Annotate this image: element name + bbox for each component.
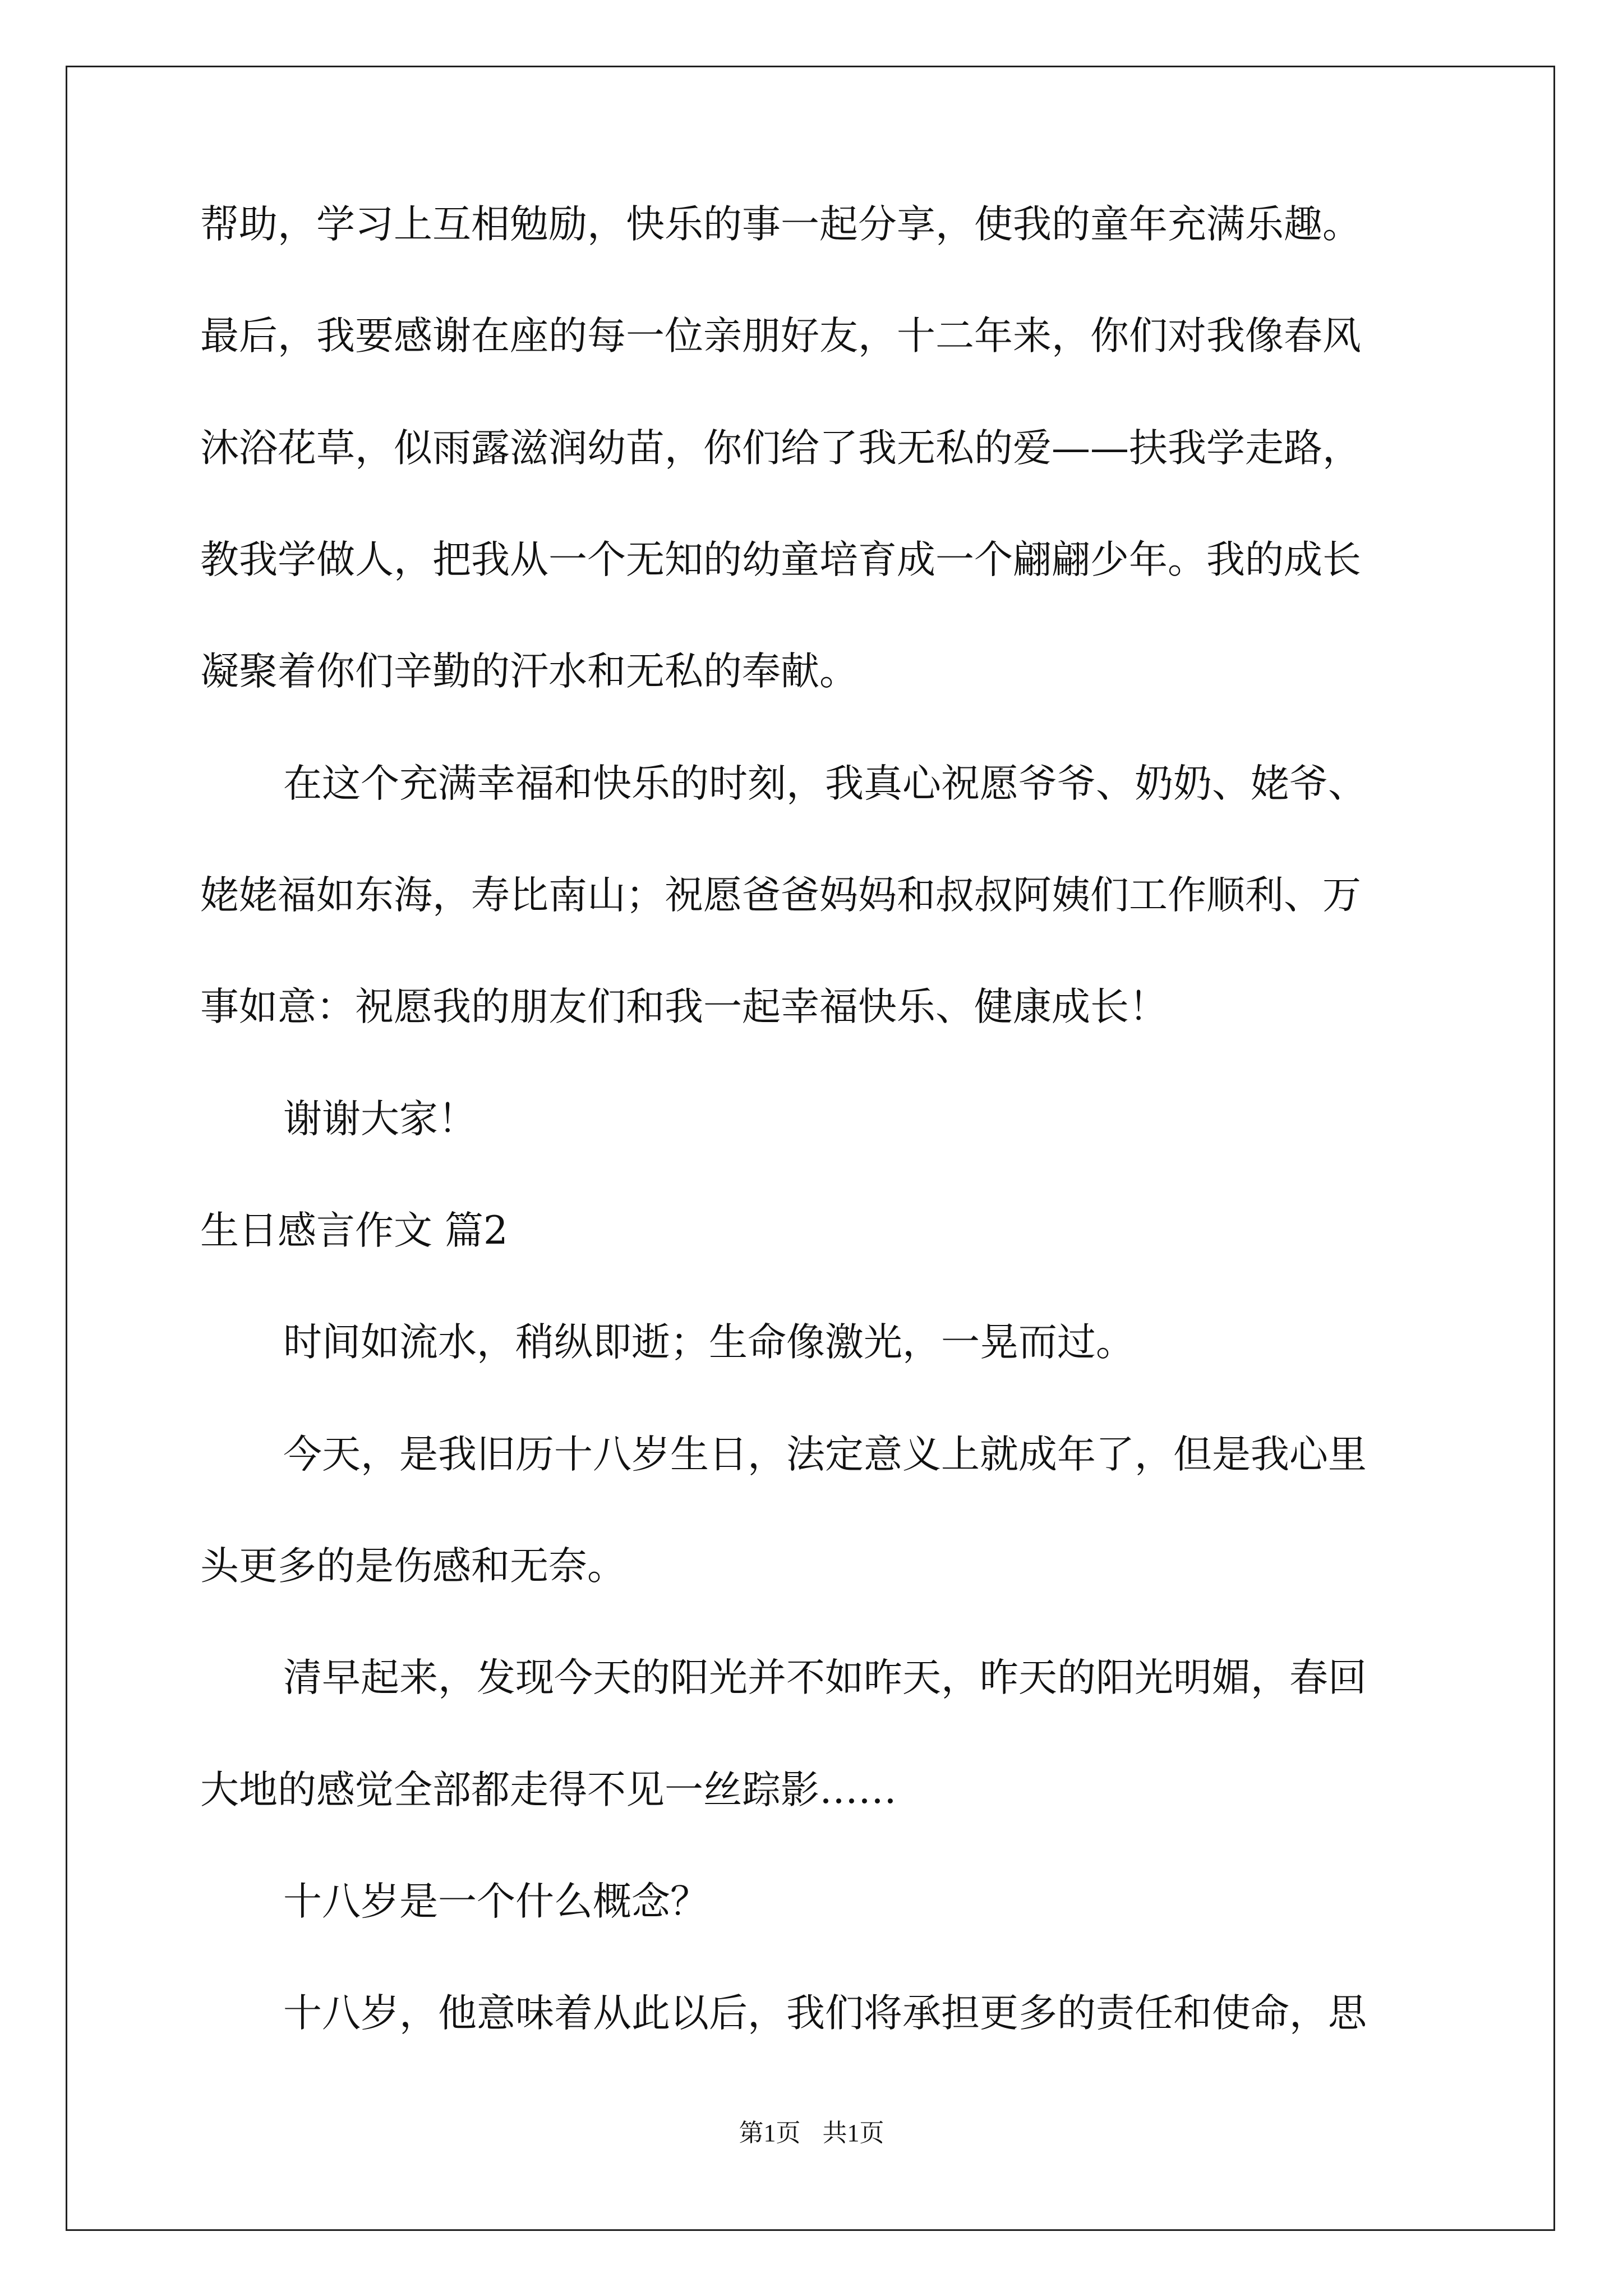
paragraph-line: 谢谢大家！ xyxy=(283,1097,477,1142)
section-heading: 生日感言作文 篇2 xyxy=(200,1208,508,1253)
paragraph-line: 时间如流水，稍纵即逝；生命像激光，一晃而过。 xyxy=(283,1320,1135,1365)
paragraph-line: 头更多的是伤感和无奈。 xyxy=(200,1544,626,1589)
paragraph-line: 今天，是我旧历十八岁生日，法定意义上就成年了，但是我心里 xyxy=(283,1432,1367,1477)
paragraph-line: 十八岁是一个什么概念？ xyxy=(283,1879,709,1924)
paragraph-line: 十八岁，他意味着从此以后，我们将承担更多的责任和使命，思 xyxy=(283,1991,1367,2036)
paragraph-line: 在这个充满幸福和快乐的时刻，我真心祝愿爷爷、奶奶、姥爷、 xyxy=(283,761,1367,806)
paragraph-line: 凝聚着你们辛勤的汗水和无私的奉献。 xyxy=(200,649,858,694)
page-footer xyxy=(0,2119,1623,2148)
paragraph-line: 教我学做人，把我从一个无知的幼童培育成一个翩翩少年。我的成长 xyxy=(200,537,1361,582)
paragraph-line: 沐浴花草，似雨露滋润幼苗，你们给了我无私的爱——扶我学走路， xyxy=(200,426,1361,471)
page-number-total: 共1页 xyxy=(822,2119,884,2147)
paragraph-line: 帮助，学习上互相勉励，快乐的事一起分享，使我的童年充满乐趣。 xyxy=(200,202,1361,247)
paragraph-line: 大地的感觉全部都走得不见一丝踪影…… xyxy=(200,1768,897,1812)
paragraph-line: 姥姥福如东海，寿比南山；祝愿爸爸妈妈和叔叔阿姨们工作顺利、万 xyxy=(200,873,1361,918)
paragraph-line: 最后，我要感谢在座的每一位亲朋好友，十二年来，你们对我像春风 xyxy=(200,314,1361,358)
paragraph-line: 清早起来，发现今天的阳光并不如昨天，昨天的阳光明媚，春回 xyxy=(283,1655,1367,1700)
paragraph-line: 事如意：祝愿我的朋友们和我一起幸福快乐、健康成长！ xyxy=(200,984,1168,1029)
page-number-current: 第1页 xyxy=(739,2119,801,2147)
